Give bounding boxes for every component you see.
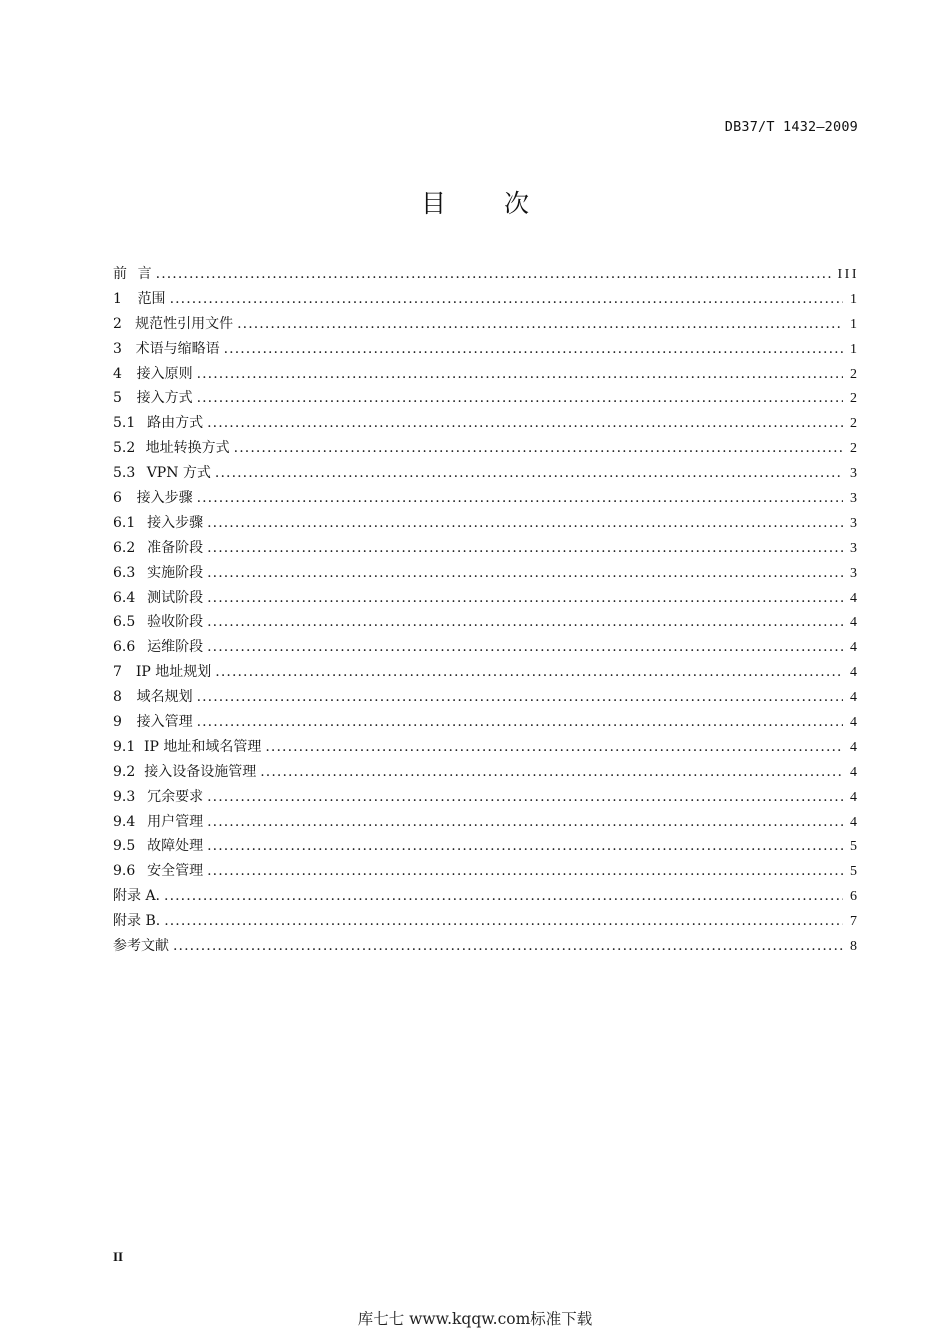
toc-entry[interactable] <box>113 313 859 338</box>
toc-leader-dots <box>197 490 843 506</box>
toc-entry-number: 3 <box>113 340 122 357</box>
toc-entry-number: 9.6 <box>113 863 136 880</box>
toc-leader-dots <box>164 888 843 904</box>
toc-entry-number: 6.1 <box>113 514 136 531</box>
title-char-2: 次 <box>504 189 530 218</box>
toc-entry-label: 接入方式 <box>136 390 193 407</box>
toc-entry[interactable] <box>113 487 859 512</box>
toc-entry-label: 测试阶段 <box>147 589 204 606</box>
toc-entry-label: IP 地址规划 <box>135 664 212 681</box>
toc-entry-page: 4 <box>850 764 859 780</box>
toc-entry-label: 接入步骤 <box>136 490 193 507</box>
toc-entry[interactable] <box>113 885 859 910</box>
toc-leader-dots <box>207 838 843 854</box>
toc-entry[interactable] <box>113 860 859 885</box>
toc-entry[interactable] <box>113 263 859 288</box>
toc-entry-page: 3 <box>850 466 859 482</box>
toc-entry-number: 2 <box>113 315 122 332</box>
toc-leader-dots <box>234 440 843 456</box>
toc-entry-number: 5 <box>113 390 122 407</box>
toc-leader-dots <box>215 664 843 680</box>
toc-entry-number: 9.3 <box>113 788 136 805</box>
toc-entry-page: 4 <box>850 715 859 731</box>
toc-entry-label: 规范性引用文件 <box>135 315 234 332</box>
toc-entry-label: 冗余要求 <box>147 788 204 805</box>
toc-entry[interactable] <box>113 611 859 636</box>
table-of-contents <box>113 263 859 960</box>
toc-entry-page: 4 <box>850 690 859 706</box>
toc-entry-page: 1 <box>850 291 859 307</box>
toc-entry-number: 5.2 <box>113 440 136 457</box>
toc-leader-dots <box>215 465 843 481</box>
toc-entry-label: 地址转换方式 <box>145 440 230 457</box>
toc-leader-dots <box>156 266 832 282</box>
toc-entry-label: 范围 <box>137 290 166 307</box>
toc-entry-number: 8 <box>113 689 122 706</box>
toc-entry-number: 9.1 <box>113 738 136 755</box>
toc-entry[interactable] <box>113 562 859 587</box>
toc-entry[interactable] <box>113 338 859 363</box>
toc-entry[interactable] <box>113 835 859 860</box>
toc-leader-dots <box>173 938 843 954</box>
toc-entry-page: 1 <box>850 341 859 357</box>
toc-leader-dots <box>197 714 843 730</box>
toc-entry-number: 6.6 <box>113 639 136 656</box>
toc-entry-label: 运维阶段 <box>147 639 204 656</box>
toc-entry-label: 言 <box>137 266 152 282</box>
toc-entry[interactable] <box>113 587 859 612</box>
toc-entry[interactable] <box>113 288 859 313</box>
toc-entry-number: 1 <box>113 290 122 307</box>
toc-entry-number: 9.2 <box>113 763 136 780</box>
toc-entry-page: 2 <box>850 441 859 457</box>
toc-entry-page: 3 <box>850 540 859 556</box>
toc-entry[interactable] <box>113 935 859 960</box>
toc-entry-page: 4 <box>850 590 859 606</box>
standard-code: DB37/T 1432—2009 <box>724 119 858 135</box>
toc-entry-number: 6.5 <box>113 614 136 631</box>
toc-entry-page: 4 <box>850 640 859 656</box>
toc-leader-dots <box>164 913 843 929</box>
toc-entry-label: 故障处理 <box>147 838 204 855</box>
toc-entry-number: 4 <box>113 365 122 382</box>
toc-leader-dots <box>197 366 843 382</box>
toc-entry-label: VPN 方式 <box>146 465 211 482</box>
toc-entry-number: 9.5 <box>113 838 136 855</box>
toc-entry-number: 6.2 <box>113 539 136 556</box>
toc-entry-label: 接入管理 <box>136 714 193 731</box>
toc-entry-number: 5.3 <box>113 465 136 482</box>
toc-leader-dots <box>207 515 843 531</box>
footer-watermark: 库七七 www.kqqw.com标准下载 <box>357 1310 593 1328</box>
toc-leader-dots <box>197 689 843 705</box>
toc-entry[interactable] <box>113 811 859 836</box>
toc-leader-dots <box>207 789 843 805</box>
toc-entry-label: 附录 A. <box>113 888 161 905</box>
toc-leader-dots <box>260 764 843 780</box>
toc-entry-number: 前 <box>113 266 127 282</box>
toc-entry-page: 4 <box>850 789 859 805</box>
toc-leader-dots <box>207 614 843 630</box>
toc-entry-page: 1 <box>850 316 859 332</box>
toc-entry-page: 3 <box>850 515 859 531</box>
toc-entry[interactable] <box>113 761 859 786</box>
toc-entry[interactable] <box>113 387 859 412</box>
toc-entry-number: 6 <box>113 490 122 507</box>
toc-entry[interactable] <box>113 437 859 462</box>
toc-entry[interactable] <box>113 686 859 711</box>
toc-leader-dots <box>197 390 843 406</box>
toc-entry-page: 3 <box>850 491 859 507</box>
toc-entry-number: 7 <box>113 664 122 681</box>
toc-entry-label: 域名规划 <box>136 689 193 706</box>
toc-entry-label: 验收阶段 <box>147 614 204 631</box>
toc-entry-number: 5.1 <box>113 415 136 432</box>
toc-entry[interactable] <box>113 786 859 811</box>
toc-entry-label: 接入原则 <box>136 365 193 382</box>
toc-entry[interactable] <box>113 661 859 686</box>
toc-leader-dots <box>224 341 843 357</box>
toc-entry-page: 7 <box>850 914 859 930</box>
toc-entry[interactable] <box>113 636 859 661</box>
toc-entry-label: 附录 B. <box>113 913 161 930</box>
toc-entry-label: 参考文献 <box>113 938 169 955</box>
toc-entry-page: 4 <box>850 814 859 830</box>
toc-entry-page: III <box>837 267 859 282</box>
toc-leader-dots <box>207 814 843 830</box>
page-number: II <box>113 1249 124 1264</box>
toc-leader-dots <box>265 739 843 755</box>
toc-entry-label: 用户管理 <box>147 813 204 830</box>
toc-entry-number: 6.3 <box>113 564 136 581</box>
toc-entry-label: IP 地址和域名管理 <box>143 738 262 755</box>
toc-entry-number: 6.4 <box>113 589 136 606</box>
toc-leader-dots <box>207 590 843 606</box>
toc-leader-dots <box>170 291 843 307</box>
toc-entry[interactable] <box>113 512 859 537</box>
toc-entry-label: 安全管理 <box>147 863 204 880</box>
toc-entry-number: 9.4 <box>113 813 136 830</box>
toc-leader-dots <box>207 540 843 556</box>
toc-entry-label: 术语与缩略语 <box>135 340 220 357</box>
toc-entry-page: 2 <box>850 391 859 407</box>
toc-entry-page: 8 <box>850 939 859 955</box>
page-title <box>0 184 950 220</box>
toc-entry-label: 接入设备设施管理 <box>144 763 257 780</box>
toc-leader-dots <box>237 316 843 332</box>
toc-entry-page: 4 <box>850 665 859 681</box>
toc-entry-label: 准备阶段 <box>147 539 204 556</box>
toc-entry[interactable] <box>113 736 859 761</box>
toc-entry-page: 2 <box>850 416 859 432</box>
toc-entry[interactable] <box>113 910 859 935</box>
toc-leader-dots <box>207 863 843 879</box>
toc-entry-page: 2 <box>850 366 859 382</box>
title-char-1: 目 <box>420 189 446 218</box>
toc-entry-number: 9 <box>113 714 122 731</box>
toc-entry[interactable] <box>113 363 859 388</box>
toc-entry-label: 路由方式 <box>147 415 204 432</box>
toc-entry[interactable] <box>113 412 859 437</box>
toc-entry[interactable] <box>113 462 859 487</box>
toc-entry-page: 4 <box>850 615 859 631</box>
toc-entry-page: 5 <box>850 864 859 880</box>
toc-entry[interactable] <box>113 711 859 736</box>
toc-entry-page: 4 <box>850 739 859 755</box>
toc-leader-dots <box>207 415 843 431</box>
toc-entry-page: 6 <box>850 889 859 905</box>
toc-entry-label: 实施阶段 <box>147 564 204 581</box>
toc-entry[interactable] <box>113 537 859 562</box>
toc-entry-label: 接入步骤 <box>147 514 204 531</box>
toc-leader-dots <box>207 565 843 581</box>
toc-entry-page: 3 <box>850 565 859 581</box>
toc-entry-page: 5 <box>850 839 859 855</box>
toc-leader-dots <box>207 639 843 655</box>
